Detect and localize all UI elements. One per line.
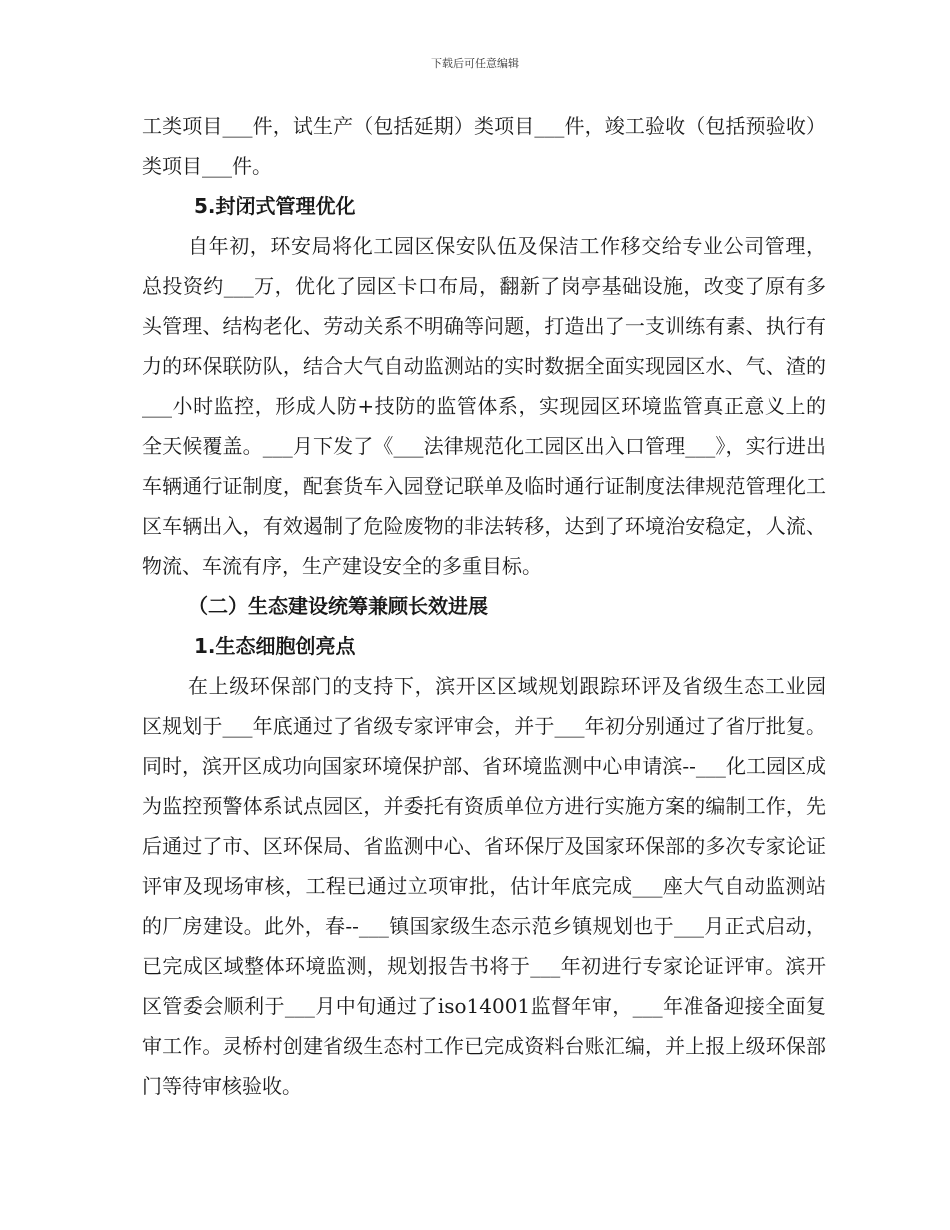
heading-ecological-cells: 1.生态细胞创亮点: [194, 634, 356, 658]
heading-ecological-construction: （二）生态建设统筹兼顾长效进展: [188, 594, 488, 618]
document-body: [142, 106, 826, 1106]
paragraph-project-counts: 工类项目___件，试生产（包括延期）类项目___件，竣工验收（包括预验收）类项目___件。: [142, 114, 826, 178]
paragraph-closed-management: 自年初，环安局将化工园区保安队伍及保洁工作移交给专业公司管理，总投资约___万，优化了园区卡口布局，翻新了岗亭基础设施，改变了原有多头管理、结构老化、劳动关系不明确等问题，打造出了一支训练有素、执行有力的环保联防队，结合大气自动监测站的实时数据全面实现园区水、气、渣的___小时监控，形成人防+技防的监管体系，实现园区环境监管真正意义上的全天候覆盖。___月下发了《___法律规范化工园区出入口管理___》，实行进出车辆通行证制度，配套货车入园登记联单及临时通行证制度法律规范管理化工区车辆出入，有效遏制了危险废物的非法转移，达到了环境治安稳定，人流、物流、车流有序，生产建设安全的多重目标。: [142, 234, 826, 578]
paragraph-ecological-cells: 在上级环保部门的支持下，滨开区区域规划跟踪环评及省级生态工业园区规划于___年底通过了省级专家评审会，并于___年初分别通过了省厅批复。同时，滨开区成功向国家环境保护部、省环境监测中心申请滨--___化工园区成为监控预警体系试点园区，并委托有资质单位方进行实施方案的编制工作，先后通过了市、区环保局、省监测中心、省环保厅及国家环保部的多次专家论证评审及现场审核，工程已通过立项审批，估计年底完成___座大气自动监测站的厂房建设。此外，春--___镇国家级生态示范乡镇规划也于___月正式启动，已完成区域整体环境监测，规划报告书将于___年初进行专家论证评审。滨开区管委会顺利于___月中旬通过了iso14001监督年审，___年准备迎接全面复审工作。灵桥村创建省级生态村工作已完成资料台账汇编，并上报上级环保部门等待审核验收。: [142, 674, 826, 1098]
heading-closed-management: 5.封闭式管理优化: [194, 194, 356, 218]
page-header: 下载后可任意编辑: [431, 57, 519, 70]
